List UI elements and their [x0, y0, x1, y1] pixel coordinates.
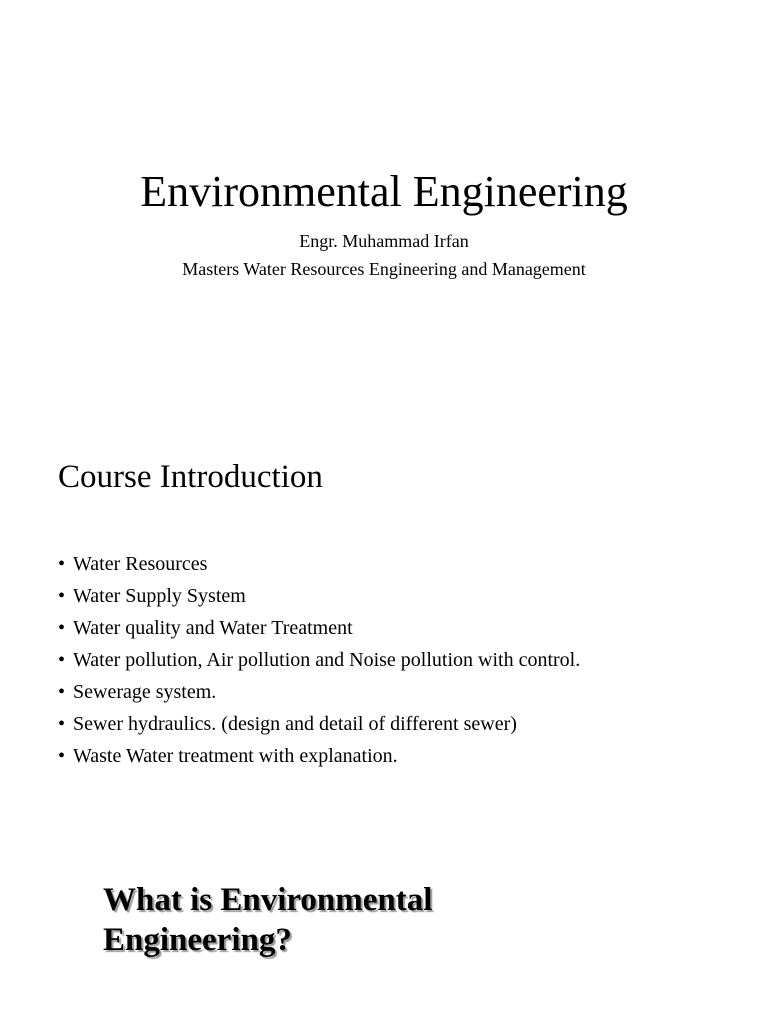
list-item-text: Waste Water treatment with explanation. — [73, 745, 398, 767]
list-item-text: Sewerage system. — [73, 681, 217, 703]
bullet-icon: • — [58, 553, 66, 575]
list-item-text: Water pollution, Air pollution and Noise pollution with control. — [73, 649, 581, 671]
list-item — [58, 676, 738, 708]
bullet-icon: • — [58, 713, 66, 735]
course-introduction-heading: Course Introduction — [58, 459, 323, 495]
list-item — [58, 708, 738, 740]
bullet-icon: • — [58, 617, 66, 639]
bullet-icon: • — [58, 649, 66, 671]
list-item-text: Water Resources — [73, 553, 208, 575]
list-item-text: Water quality and Water Treatment — [73, 617, 353, 639]
list-item-text: Water Supply System — [73, 585, 246, 607]
what-is-environmental-engineering-slide — [0, 810, 768, 1024]
list-item — [58, 644, 738, 676]
list-item — [58, 740, 738, 772]
list-item-text: Sewer hydraulics. (design and detail of different sewer) — [73, 713, 517, 735]
author-name: Engr. Muhammad Irfan — [299, 231, 469, 251]
list-item — [58, 612, 738, 644]
bullet-icon: • — [58, 681, 66, 703]
question-heading: What is Environmental Engineering? — [103, 882, 433, 958]
bullet-icon: • — [58, 745, 66, 767]
list-item — [58, 580, 738, 612]
list-item — [58, 548, 738, 580]
course-topic-list — [58, 548, 738, 772]
bullet-icon: • — [58, 585, 66, 607]
title-slide — [0, 0, 768, 390]
author-affiliation: Masters Water Resources Engineering and Management — [182, 259, 586, 279]
course-introduction-slide — [0, 390, 768, 810]
presentation-title: Environmental Engineering — [140, 167, 628, 216]
